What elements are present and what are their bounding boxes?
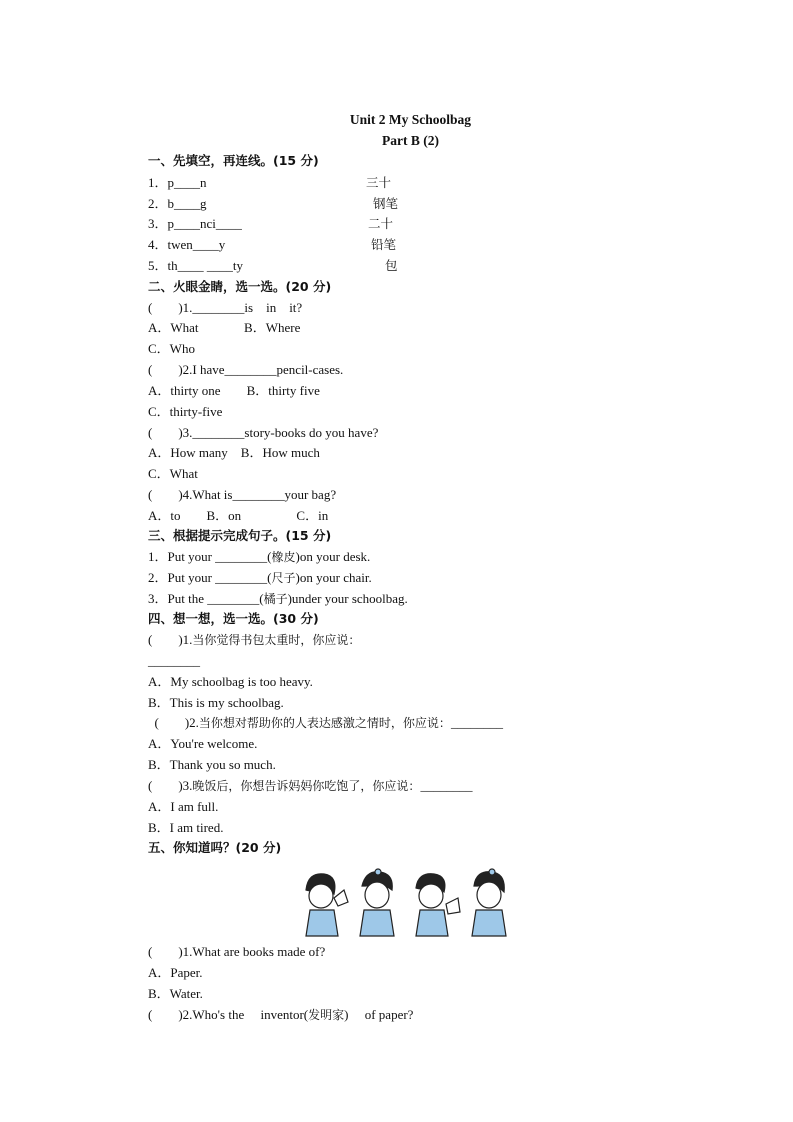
girl-figure-3 <box>416 874 460 936</box>
sec4-q2-option-b: B．Thank you so much. <box>148 757 276 772</box>
page-title: Unit 2 My Schoolbag <box>349 112 472 127</box>
girl-figure-1 <box>306 874 348 936</box>
sec4-q3-option-a: A．I am full. <box>148 799 219 814</box>
sec2-q1: ( )1.________is in it? <box>148 300 303 315</box>
sec5-q1-option-a: A．Paper. <box>148 965 203 980</box>
sec1-word-5: 包 <box>385 258 398 273</box>
sec3-line-1 <box>148 548 370 566</box>
sec4-q3-blank: ________ <box>420 778 473 793</box>
sec1-item-5: 5．th____ ____ty <box>148 258 243 273</box>
sec2-q3: ( )3.________story-books do you have? <box>148 425 379 440</box>
section-3-heading: 三、根据提示完成句子。(15 分) <box>148 528 332 543</box>
sec1-word-2: 钢笔 <box>373 196 399 211</box>
section-5-heading: 五、你知道吗？(20 分) <box>148 840 282 855</box>
sec4-q2-prompt: 当你想对帮助你的人表达感激之情时，你应说： <box>198 716 451 730</box>
sec1-word-1: 三十 <box>366 175 392 190</box>
sec5-q1: ( )1.What are books made of? <box>148 944 326 959</box>
sec2-q2-option-c: C．thirty-five <box>148 404 223 419</box>
sec4-q1-option-b: B．This is my schoolbag. <box>148 695 284 710</box>
sec4-q1-option-a: A．My schoolbag is too heavy. <box>148 674 313 689</box>
sec4-q3-prompt: 晚饭后，你想告诉妈妈你吃饱了，你应说： <box>192 779 421 793</box>
section-4-heading: 四、想一想，选一选。(30 分) <box>148 611 319 626</box>
sec1-item-2: 2．b____g <box>148 196 207 211</box>
sec1-item-1: 1．p____n <box>148 175 207 190</box>
sec4-q1 <box>148 631 360 649</box>
section-2-heading: 二、火眼金睛，选一选。(20 分) <box>148 279 332 294</box>
sec3-line-1-hint: 橡皮 <box>271 550 296 564</box>
sec4-q1-blank: ________ <box>148 653 200 668</box>
sec3-line-1-end: )on your desk. <box>295 549 371 564</box>
sec3-line-3 <box>148 590 408 608</box>
sec5-q2-start: ( )2.Who's the inventor( <box>148 1007 309 1022</box>
sec1-item-4: 4．twen____y <box>148 237 226 252</box>
sec3-line-1-start: 1．Put your ________( <box>148 549 272 564</box>
sec5-q1-option-b: B．Water. <box>148 986 203 1001</box>
sec2-q4: ( )4.What is________your bag? <box>148 487 337 502</box>
sec4-q2-number: ( )2. <box>148 715 199 730</box>
sec2-q2-options-ab: A．thirty one B．thirty five <box>148 383 320 398</box>
sec4-q1-number: ( )1. <box>148 632 193 647</box>
section-1-heading: 一、先填空，再连线。(15 分) <box>148 153 319 168</box>
girl-figure-2 <box>360 869 394 936</box>
page-subtitle: Part B (2) <box>382 133 439 148</box>
sec5-q2 <box>148 1006 413 1024</box>
sec2-q3-options-ab: A．How many B．How much <box>148 445 320 460</box>
sec5-q2-hint: 发明家 <box>308 1008 345 1022</box>
sec2-q4-options: A．to B．on C．in <box>148 508 329 523</box>
sec3-line-3-hint: 橘子 <box>263 592 288 606</box>
sec3-line-3-start: 3．Put the ________( <box>148 591 264 606</box>
girl-figure-4 <box>472 869 506 936</box>
children-illustration <box>298 868 512 938</box>
sec3-line-2-hint: 尺子 <box>271 571 296 585</box>
sec4-q2-blank: ________ <box>450 715 503 730</box>
sec3-line-2-end: )on your chair. <box>295 570 372 585</box>
sec1-item-3: 3．p____nci____ <box>148 216 242 231</box>
sec4-q3-option-b: B．I am tired. <box>148 820 224 835</box>
sec4-q1-prompt: 当你觉得书包太重时，你应说： <box>192 633 361 647</box>
sec3-line-3-end: )under your schoolbag. <box>287 591 408 606</box>
sec4-q2 <box>148 714 503 732</box>
sec4-q3 <box>148 777 472 795</box>
sec2-q1-option-c: C．Who <box>148 341 195 356</box>
sec4-q3-number: ( )3. <box>148 778 193 793</box>
sec3-line-2-start: 2．Put your ________( <box>148 570 272 585</box>
sec2-q1-options-ab: A．What B．Where <box>148 320 301 335</box>
sec2-q2: ( )2.I have________pencil-cases. <box>148 362 344 377</box>
sec2-q3-option-c: C．What <box>148 466 198 481</box>
sec1-word-4: 铅笔 <box>371 237 397 252</box>
sec4-q2-option-a: A．You're welcome. <box>148 736 258 751</box>
sec3-line-2 <box>148 569 372 587</box>
sec1-word-3: 二十 <box>368 216 394 231</box>
sec5-q2-end: ) of paper? <box>344 1007 414 1022</box>
